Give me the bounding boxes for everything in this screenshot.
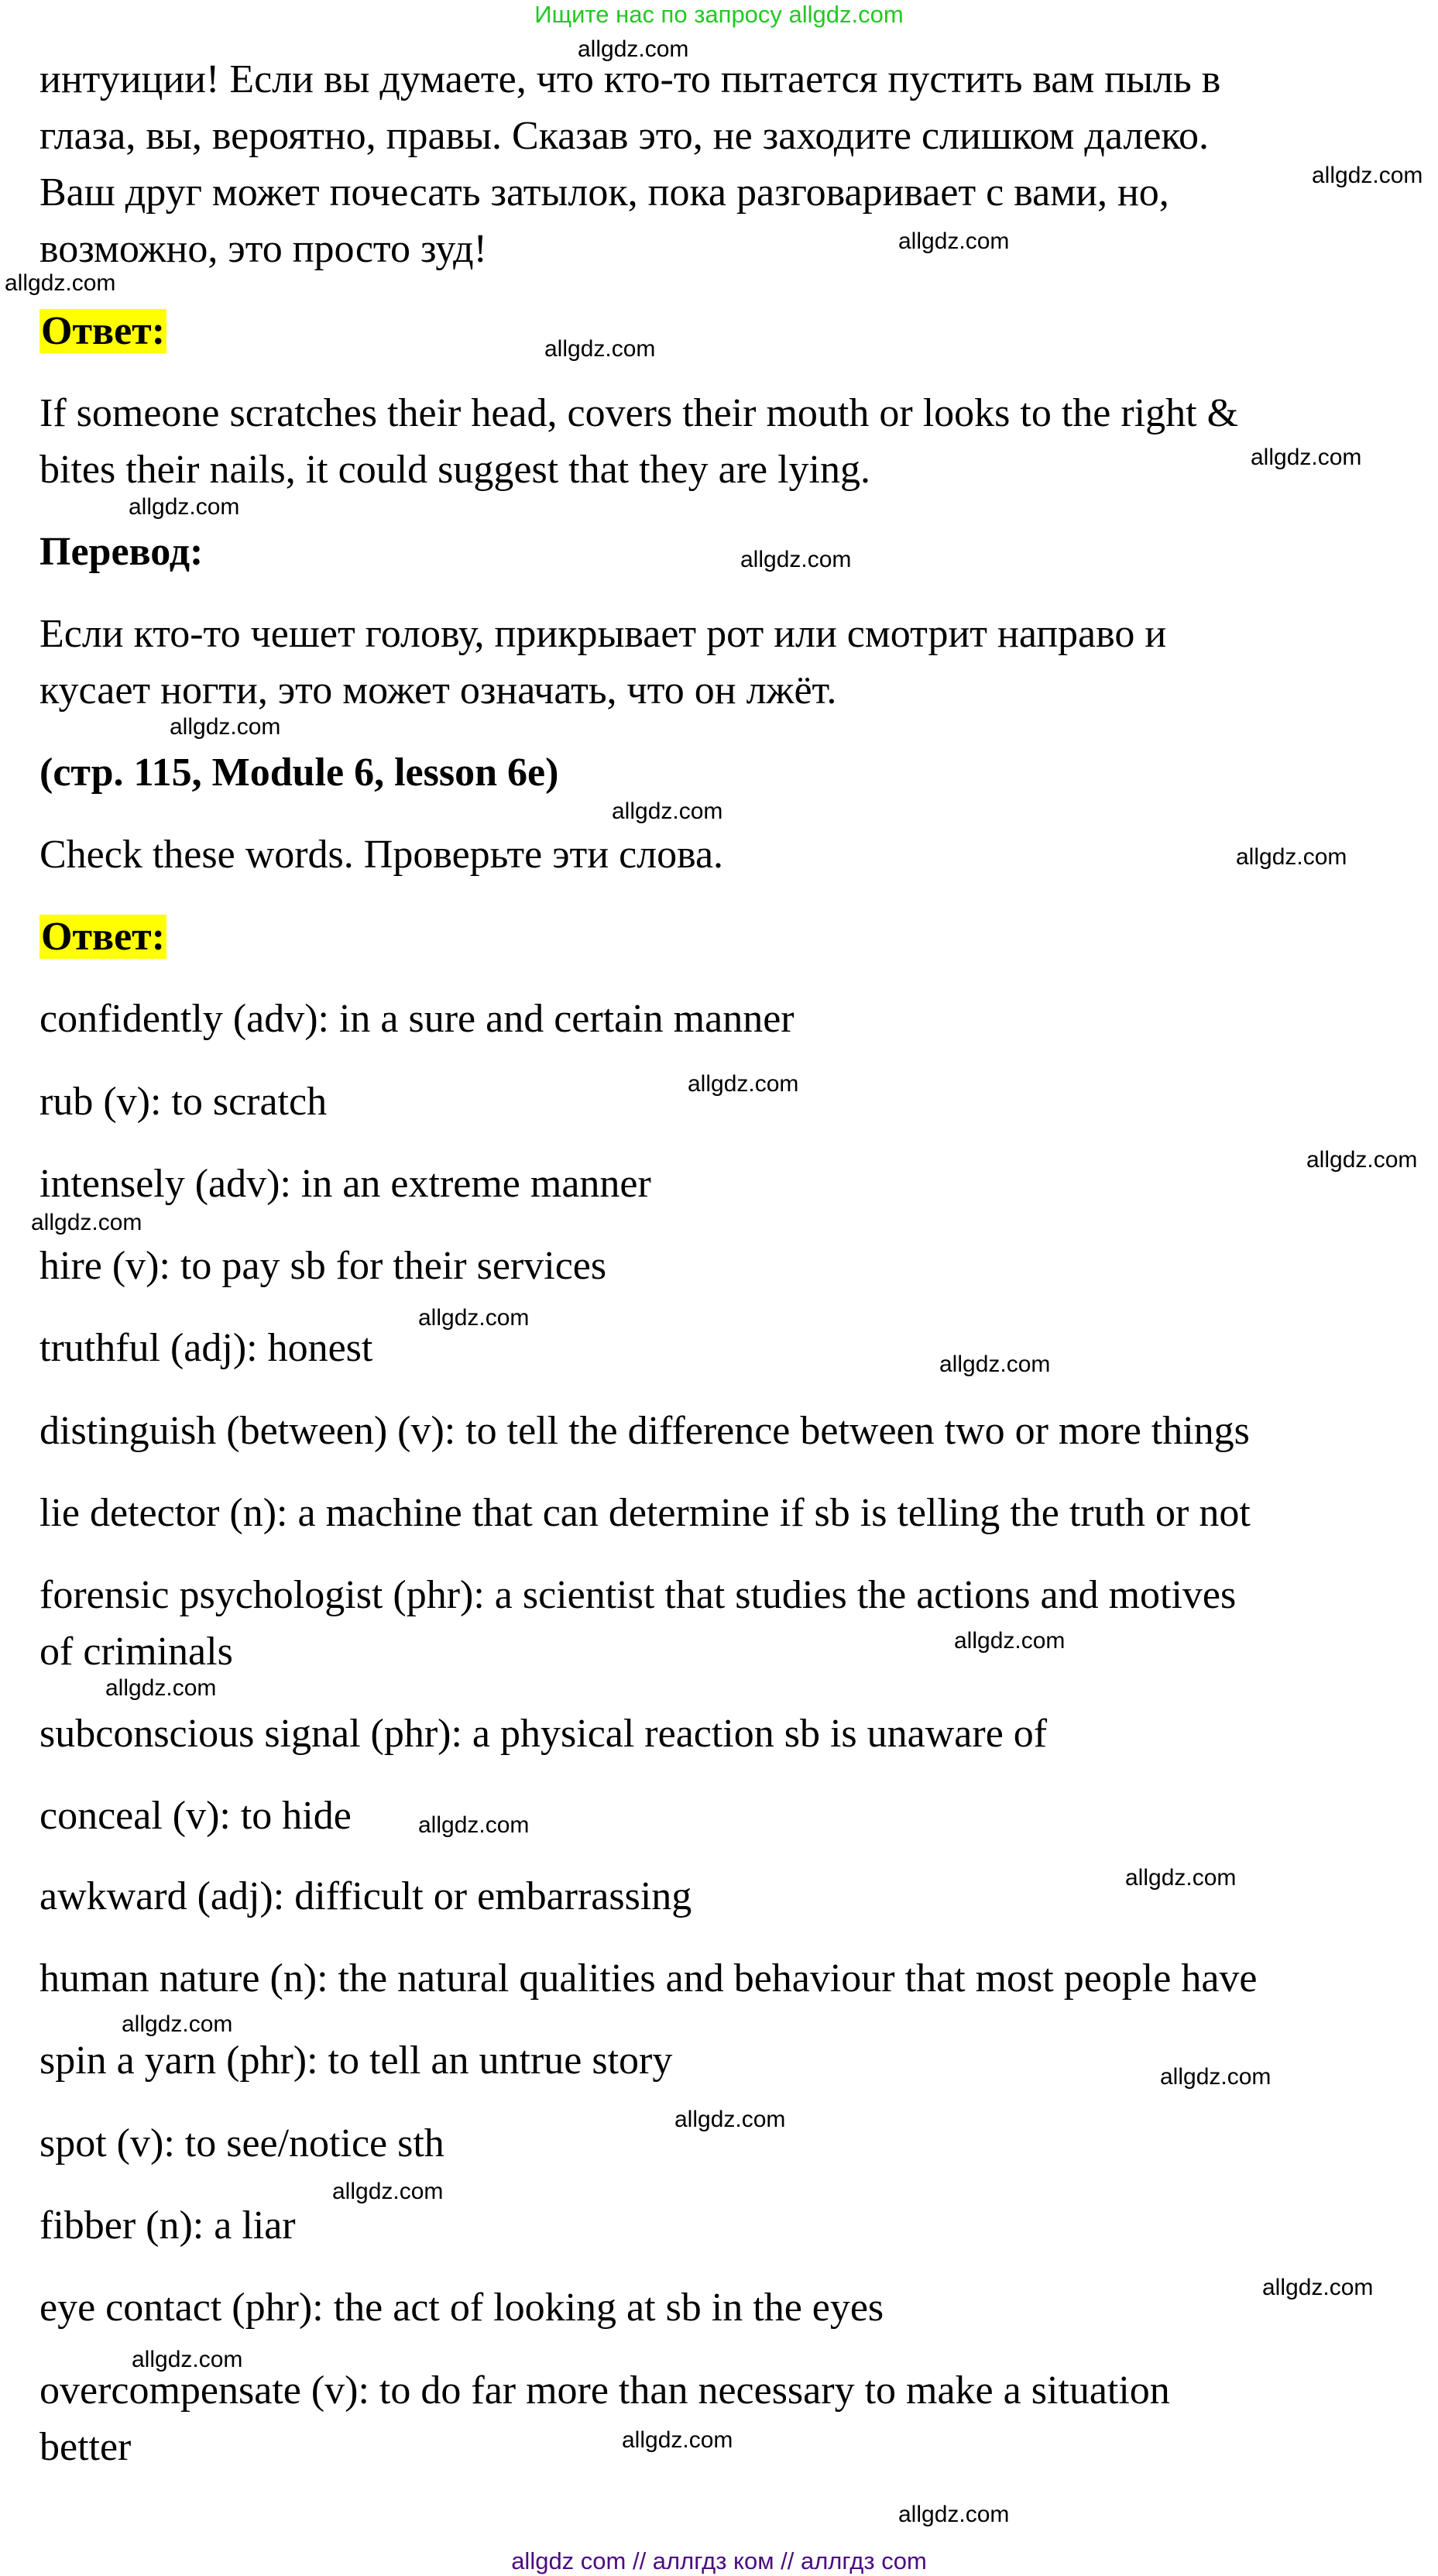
word-line: fibber (n): a liar [39, 2203, 296, 2248]
watermark: allgdz.com [1236, 844, 1347, 870]
watermark: allgdz.com [622, 2427, 733, 2453]
watermark: allgdz.com [122, 2011, 233, 2037]
word-item [39, 1788, 352, 1844]
watermark: allgdz.com [418, 1812, 530, 1838]
watermark: allgdz.com [740, 547, 852, 572]
word-line: awkward (adj): difficult or embarrassing [39, 1874, 692, 1918]
watermark: allgdz.com [939, 1352, 1051, 1377]
task-text: Check these words. Проверьте эти слова. [39, 833, 724, 877]
watermark: allgdz.com [129, 494, 240, 520]
watermark: allgdz.com [1251, 445, 1362, 470]
watermark: allgdz.com [418, 1305, 530, 1331]
word-item [39, 2032, 672, 2089]
text-line: глаза, вы, вероятно, правы. Сказав это, не заходите слишком далеко. [39, 114, 1210, 158]
word-line: better [39, 2425, 132, 2469]
word-item [39, 991, 795, 1047]
word-item [39, 1567, 1236, 1680]
word-line: lie detector (n): a machine that can determine if sb is telling the truth or not [39, 1491, 1251, 1535]
word-line: spot (v): to see/notice sth [39, 2121, 444, 2166]
text-line: Ваш друг может почесать затылок, пока разговаривает с вами, но, [39, 170, 1169, 215]
watermark: allgdz.com [898, 2502, 1010, 2527]
watermark: allgdz.com [544, 336, 656, 362]
word-line: subconscious signal (phr): a physical reaction sb is unaware of [39, 1712, 1048, 1756]
watermark: allgdz.com [954, 1628, 1066, 1654]
answer-label: Ответ: [41, 309, 166, 353]
word-line: spin a yarn (phr): to tell an untrue story [39, 2038, 673, 2083]
word-line: intensely (adv): in an extreme manner [39, 1162, 651, 1206]
word-line: eye contact (phr): the act of looking at sb in the eyes [39, 2286, 884, 2330]
text-line: интуиции! Если вы думаете, что кто-то пытается пустить вам пыль в [39, 57, 1221, 101]
word-line: conceal (v): to hide [39, 1794, 352, 1838]
word-line: overcompensate (v): to do far more than necessary to make a situation [39, 2368, 1170, 2413]
word-item [39, 1485, 1251, 1541]
watermark: allgdz.com [578, 36, 689, 62]
answer-paragraph [39, 385, 1238, 498]
word-line: human nature (n): the natural qualities and behaviour that most people have [39, 1956, 1258, 2001]
watermark: allgdz.com [898, 228, 1010, 254]
word-line: truthful (adj): honest [39, 1326, 373, 1370]
watermark: allgdz.com [1306, 1147, 1418, 1173]
text-line: If someone scratches their head, covers their mouth or looks to the right & [39, 391, 1239, 435]
word-item [39, 1156, 651, 1212]
translation-heading: Перевод: [39, 530, 204, 574]
word-item [39, 1403, 1250, 1459]
word-item [39, 1320, 372, 1376]
word-item [39, 2197, 296, 2254]
word-line: hire (v): to pay sb for their services [39, 1244, 607, 1288]
translation-paragraph [39, 606, 1166, 719]
word-item [39, 1705, 1047, 1762]
word-item [39, 1238, 606, 1294]
answer-heading [39, 303, 166, 359]
intro-paragraph [39, 51, 1220, 277]
section-heading: (стр. 115, Module 6, lesson 6e) [39, 750, 559, 795]
answer-heading-2 [39, 908, 166, 965]
watermark: allgdz.com [105, 1675, 217, 1701]
site-banner: Ищите нас по запросу allgdz.com [534, 1, 904, 28]
word-item [39, 2279, 884, 2336]
word-item [39, 1073, 327, 1130]
watermark: allgdz.com [1125, 1865, 1237, 1891]
answer-label: Ответ: [41, 915, 166, 959]
watermark: allgdz.com [1262, 2275, 1374, 2300]
watermark: allgdz.com [674, 2107, 786, 2132]
watermark: allgdz.com [612, 799, 723, 824]
footer-links: allgdz com // аллгдз ком // аллгдз com [511, 2547, 927, 2574]
text-line: возможно, это просто зуд! [39, 227, 487, 271]
watermark: allgdz.com [1160, 2064, 1272, 2090]
watermark: allgdz.com [31, 1210, 142, 1235]
watermark: allgdz.com [5, 270, 116, 296]
word-line: confidently (adv): in a sure and certain manner [39, 997, 795, 1041]
text-line: кусает ногти, это может означать, что он лжёт. [39, 668, 837, 713]
word-item [39, 1868, 692, 1925]
word-item [39, 2362, 1170, 2475]
word-line: of criminals [39, 1630, 233, 1674]
word-item [39, 2115, 444, 2172]
text-line: Если кто-то чешет голову, прикрывает рот или смотрит направо и [39, 612, 1167, 656]
watermark: allgdz.com [688, 1071, 799, 1097]
word-line: forensic psychologist (phr): a scientist that studies the actions and motives [39, 1573, 1237, 1617]
text-line: bites their nails, it could suggest that they are lying. [39, 448, 871, 492]
watermark: allgdz.com [1312, 163, 1423, 188]
watermark: allgdz.com [132, 2347, 243, 2372]
word-line: rub (v): to scratch [39, 1080, 328, 1124]
word-line: distinguish (between) (v): to tell the difference between two or more things [39, 1409, 1250, 1453]
watermark: allgdz.com [170, 714, 281, 740]
watermark: allgdz.com [332, 2179, 444, 2204]
word-item [39, 1950, 1258, 2007]
